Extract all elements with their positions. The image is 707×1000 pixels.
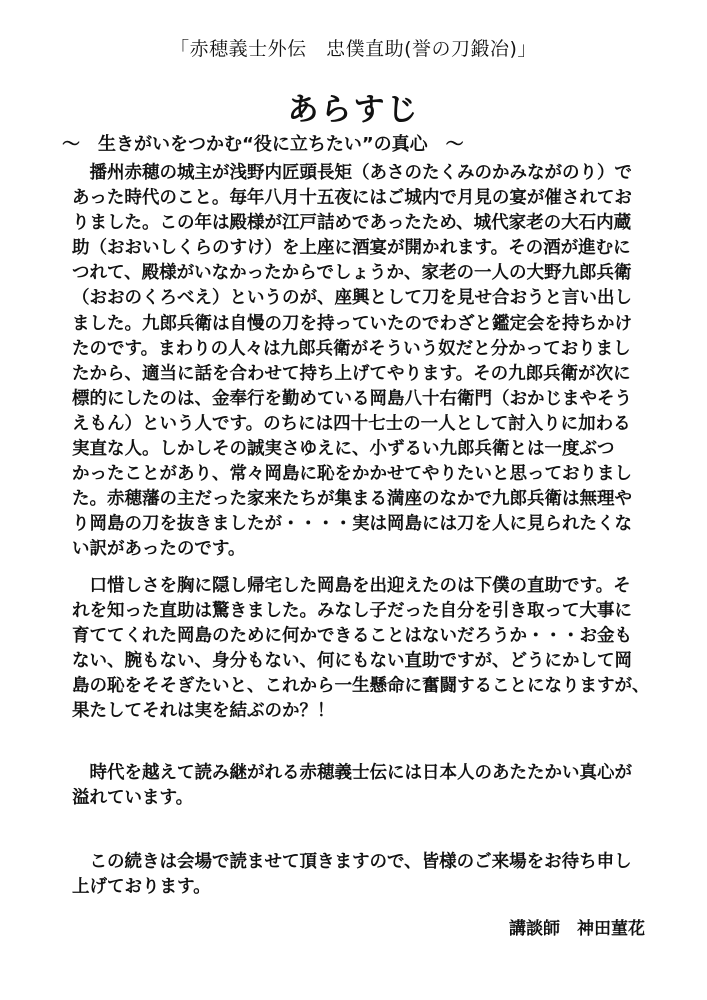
synopsis-paragraph-1 bbox=[72, 161, 652, 563]
paragraph-line: 果たしてそれは実を結ぶのか？！ bbox=[72, 701, 335, 722]
paragraph-line: 上げております。 bbox=[72, 877, 211, 898]
page-subtitle: ～ 生きがいをつかむ“役に立ちたい”の真心 ～ bbox=[62, 134, 464, 155]
paragraph-line: り岡島の刀を抜きましたが・・・・実は岡島には刀を人に見られたくな bbox=[72, 514, 632, 535]
paragraph-line: れを知った直助は驚きました。みなし子だった自分を引き取って大事に bbox=[72, 601, 632, 622]
paragraph-line: ない、腕もない、身分もない、何にもない直助ですが、どうにかして岡 bbox=[72, 651, 632, 672]
paragraph-line: かったことがあり、常々岡島に恥をかかせてやりたいと思っておりまし bbox=[72, 464, 632, 485]
author-signature: 講談師 神田菫花 bbox=[509, 919, 645, 939]
paragraph-line: 助（おおいしくらのすけ）を上座に酒宴が開かれます。その酒が進むに bbox=[72, 238, 631, 259]
paragraph-line: 島の恥をそそぎたいと、これから一生懸命に奮闘することになりますが、 bbox=[72, 676, 650, 697]
paragraph-line: りました。この年は殿様が江戸詰めであったため、城代家老の大石内蔵 bbox=[72, 213, 632, 234]
paragraph-line: たのです。まわりの人々は九郎兵衛がそういう奴だと分かっておりまし bbox=[72, 338, 631, 359]
paragraph-line: 播州赤穂の城主が浅野内匠頭長矩（あさのたくみのかみながのり）で bbox=[72, 163, 632, 183]
paragraph-line: 時代を越えて読み継がれる赤穂義士伝には日本人のあたたかい真心が bbox=[72, 763, 632, 783]
synopsis-paragraph-2 bbox=[72, 574, 652, 725]
paragraph-line: 育ててくれた岡島のために何かできることはないだろうか・・・お金も bbox=[72, 626, 632, 647]
paragraph-line: たから、適当に話を合わせて持ち上げてやります。その九郎兵衛が次に bbox=[72, 363, 631, 384]
paragraph-line: 溢れています。 bbox=[72, 788, 194, 809]
closing-paragraph bbox=[72, 761, 652, 811]
page-header-title: 「赤穂義士外伝 忠僕直助(誉の刀鍛冶)」 bbox=[170, 38, 537, 60]
paragraph-line: た。赤穂藩の主だった家来たちが集まる満座のなかで九郎兵衛は無理や bbox=[72, 489, 632, 510]
paragraph-line: 標的にしたのは、金奉行を勤めている岡島八十右衛門（おかじまやそう bbox=[72, 388, 632, 409]
page-title: あらすじ bbox=[287, 92, 420, 128]
paragraph-line: （おおのくろべえ）というのが、座興として刀を見せ合おうと言い出し bbox=[72, 288, 632, 309]
paragraph-line: この続きは会場で読ませて頂きますので、皆様のご来場をお待ち申し bbox=[72, 852, 632, 872]
paragraph-line: えもん）という人です。のちには四十七士の一人として討入りに加わる bbox=[72, 413, 631, 434]
paragraph-line: 実直な人。しかしその誠実さゆえに、小ずるい九郎兵衛とは一度ぶつ bbox=[72, 439, 615, 460]
paragraph-line: つれて、殿様がいなかったからでしょうか、家老の一人の大野九郎兵衛 bbox=[72, 263, 632, 284]
invitation-paragraph bbox=[72, 850, 652, 900]
paragraph-line: あった時代のこと。毎年八月十五夜にはご城内で月見の宴が催されてお bbox=[72, 188, 632, 209]
paragraph-line: ました。九郎兵衛は自慢の刀を持っていたのでわざと鑑定会を持ちかけ bbox=[72, 313, 632, 334]
paragraph-line: 口惜しさを胸に隠し帰宅した岡島を出迎えたのは下僕の直助です。そ bbox=[72, 576, 631, 596]
paragraph-line: い訳があったのです。 bbox=[72, 539, 246, 560]
